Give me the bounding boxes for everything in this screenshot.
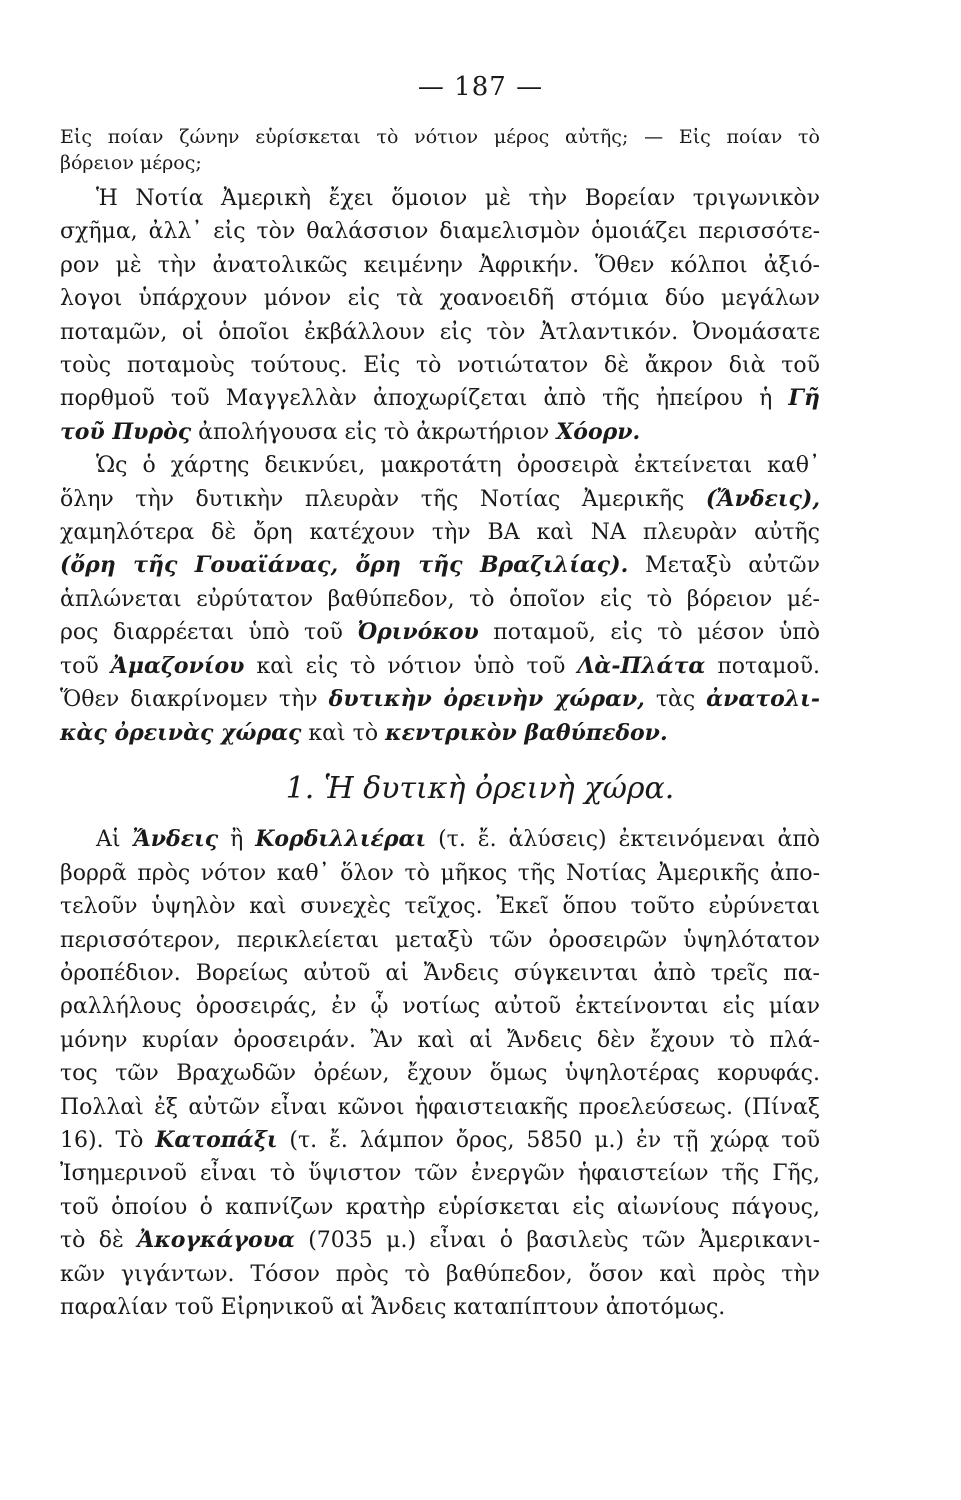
text-line [60, 717, 820, 750]
text-line [60, 483, 820, 516]
emphasis-term: Ἄνδεις [132, 826, 219, 853]
text-line: κῶν γιγάντων. Τόσον πρὸς τὸ βαθύπεδον, ὅσον καὶ πρὸς τὴν [60, 1261, 820, 1287]
text-run: ἢ [230, 827, 244, 853]
text-line [60, 683, 820, 716]
text-run: Αἱ [96, 827, 121, 853]
question-line: Εἰς ποίαν ζώνην εὑρίσκεται τὸ νότιον μέρος αὐτῆς; — Εἰς ποίαν τὸ [60, 126, 820, 148]
text-line: χαμηλότερα δὲ ὄρη κατέχουν τὴν ΒΑ καὶ ΝΑ πλευρὰν αὐτῆς [60, 520, 820, 546]
text-run: τὰς [655, 687, 696, 713]
text-line: λογοι ὑπάρχουν μόνον εἰς τὰ χοανοειδῆ στόμια δύο μεγάλων [60, 286, 820, 312]
emphasis-term: (Ἄνδεις), [705, 485, 820, 512]
text-run: 16). Τὸ [60, 1127, 144, 1153]
text-line: Ἰσημερινοῦ εἶναι τὸ ὕψιστον τῶν ἐνεργῶν ἡφαιστείων τῆς Γῆς, [60, 1161, 820, 1187]
page-number: — 187 — [417, 72, 544, 102]
text-line: ρον μὲ τὴν ἀνατολικῶς κειμένην Ἀφρικήν. Ὅθεν κόλποι ἀξιό- [60, 252, 820, 278]
paragraph-south-america-shape [60, 182, 820, 449]
text-run: (τ. ἔ. λάμπον ὄρος, 5850 μ.) ἐν τῇ χώρᾳ τοῦ [289, 1127, 821, 1153]
text-line: τοὺς ποταμοὺς τούτους. Εἰς τὸ νοτιώτατον δὲ ἄκρον διὰ τοῦ [60, 353, 820, 379]
text-run: τοῦ [60, 653, 99, 679]
text-run: καὶ εἰς τὸ νότιον ὑπὸ τοῦ [256, 653, 566, 679]
emphasis-term: Λὰ-Πλάτα [577, 652, 706, 679]
emphasis-term: (ὄρη τῆς Γουαϊάνας, ὄρη τῆς Βραζιλίας). [60, 552, 629, 579]
text-line [60, 1224, 820, 1257]
text-line [60, 616, 820, 649]
text-line: ραλλήλους ὀροσειράς, ἐν ᾧ νοτίως αὐτοῦ ἐκτείνονται εἰς μίαν [60, 994, 820, 1020]
text-line [60, 1124, 820, 1157]
emphasis-term: Ἀμαζονίου [110, 652, 245, 679]
text-line: Ὡς ὁ χάρτης δεικνύει, μακροτάτη ὀροσειρὰ ἐκτείνεται καθ᾽ [96, 453, 820, 479]
section-heading: 1. Ἡ δυτικὴ ὀρεινὴ χώρα. [285, 770, 675, 806]
text-run: ποταμοῦ. [717, 653, 820, 679]
emphasis-term: Κατοπάξι [155, 1126, 278, 1153]
text-line: μόνην κυρίαν ὀροσειράν. Ἂν καὶ αἱ Ἄνδεις δὲν ἔχουν τὸ πλά- [60, 1027, 820, 1053]
text-line: Πολλαὶ ἐξ αὐτῶν εἶναι κῶνοι ἡφαιστειακῆς προελεύσεως. (Πίναξ [60, 1094, 820, 1120]
text-line: τος τῶν Βραχωδῶν ὀρέων, ἔχουν ὅμως ὑψηλοτέρας κορυφάς. [60, 1061, 820, 1087]
text-run: Ὅθεν διακρίνομεν τὴν [60, 687, 318, 713]
text-run: (τ. ἔ. ἁλύσεις) ἐκτεινόμεναι ἀπὸ [438, 827, 821, 853]
emphasis-term: Χόορν. [556, 418, 641, 445]
text-line: βορρᾶ πρὸς νότον καθ᾽ ὅλον τὸ μῆκος τῆς Νοτίας Ἀμερικῆς ἀπο- [60, 860, 820, 886]
emphasis-term: Ἀκογκάγουα [137, 1227, 295, 1254]
text-line: ἁπλώνεται εὐρύτατον βαθύπεδον, τὸ ὁποῖον εἰς τὸ βόρειον μέ- [60, 586, 820, 612]
emphasis-term: κὰς ὀρεινὰς χώρας [60, 719, 302, 746]
emphasis-term: Κορδιλλιέραι [255, 826, 427, 853]
paragraph-andes [60, 823, 820, 1324]
emphasis-term: Ὀρινόκου [357, 619, 479, 646]
text-line [60, 549, 820, 582]
text-line [60, 650, 820, 683]
text-run: (7035 μ.) εἶναι ὁ βασιλεὺς τῶν Ἀμερικανι- [308, 1228, 821, 1254]
text-line: παραλίαν τοῦ Εἰρηνικοῦ αἱ Ἄνδεις καταπίπτουν ἀποτόμως. [60, 1295, 726, 1320]
question-line: βόρειον μέρος; [60, 152, 202, 174]
text-line [60, 382, 820, 415]
text-run: καὶ τὸ [308, 720, 379, 746]
text-run: ποταμοῦ, εἰς τὸ μέσον ὑπὸ [493, 620, 820, 646]
text-line [60, 823, 820, 856]
text-line: τοῦ ὁποίου ὁ καπνίζων κρατὴρ εὑρίσκεται εἰς αἰωνίους πάγους, [60, 1194, 820, 1220]
emphasis-term: ἀνατολι- [706, 686, 820, 713]
page-body [60, 124, 820, 1324]
emphasis-term: τοῦ Πυρὸς [60, 418, 192, 445]
text-line: Ἡ Νοτία Ἀμερικὴ ἔχει ὅμοιον μὲ τὴν Βορείαν τριγωνικὸν [96, 186, 820, 211]
question-block [60, 124, 820, 176]
emphasis-term: κεντρικὸν βαθύπεδον. [385, 719, 668, 746]
text-run: Μεταξὺ αὐτῶν [645, 553, 820, 579]
paragraph-mountains-overview [60, 449, 820, 750]
text-line: σχῆμα, ἀλλ᾽ εἰς τὸν θαλάσσιον διαμελισμὸν ὁμοιάζει περισσότε- [60, 219, 820, 245]
text-line: περισσότερον, περικλείεται μεταξὺ τῶν ὀροσειρῶν ὑψηλότατον [60, 927, 820, 953]
text-line: ποταμῶν, οἱ ὁποῖοι ἐκβάλλουν εἰς τὸν Ἀτλαντικόν. Ὀνομάσατε [60, 319, 820, 345]
text-line [60, 416, 820, 449]
text-run: τὸ δὲ [60, 1228, 124, 1254]
text-line: ὀροπέδιον. Βορείως αὐτοῦ αἱ Ἄνδεις σύγκεινται ἀπὸ τρεῖς πα- [60, 960, 820, 986]
emphasis-term: δυτικὴν ὀρεινὴν χώραν, [328, 686, 645, 713]
text-run: ὅλην τὴν δυτικὴν πλευρὰν τῆς Νοτίας Ἀμερικῆς [60, 486, 685, 512]
text-run: ἀπολήγουσα εἰς τὸ ἀκρωτήριον [198, 419, 550, 445]
text-run: ρος διαρρέεται ὑπὸ τοῦ [60, 620, 343, 646]
text-run: πορθμοῦ τοῦ Μαγγελλὰν ἀποχωρίζεται ἀπὸ τῆς ἠπείρου ἡ [60, 386, 773, 412]
emphasis-term: Γῆ [788, 385, 820, 412]
text-line: τελοῦν ὑψηλὸν καὶ συνεχὲς τεῖχος. Ἐκεῖ ὅπου τοῦτο εὐρύνεται [60, 894, 820, 920]
